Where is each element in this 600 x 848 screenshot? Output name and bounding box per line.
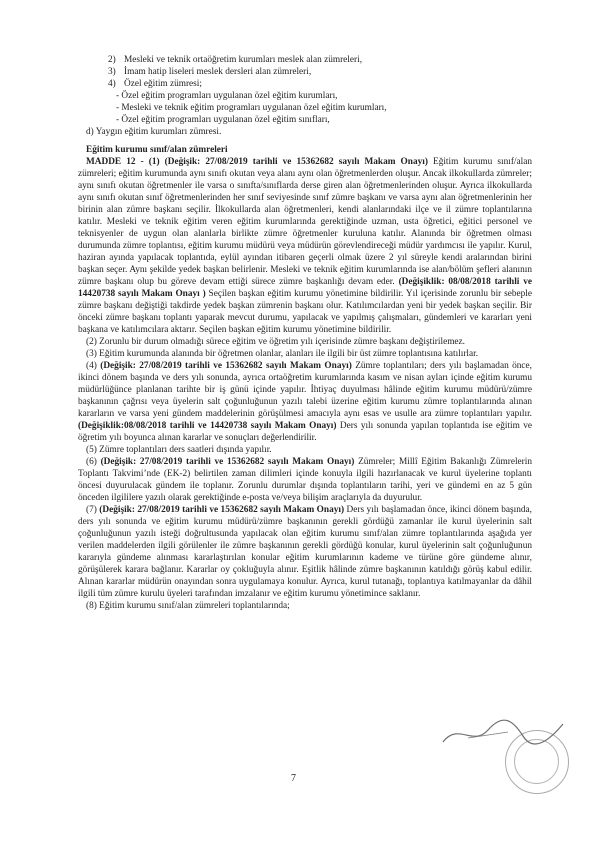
paragraph: (5) Zümre toplantıları ders saatleri dışında yapılır. <box>86 445 272 455</box>
list-item: 2) Mesleki ve teknik ortaöğretim kurumları meslek alan zümreleri, <box>108 55 363 65</box>
paragraph: (7) (Değişik: 27/08/2019 tarihli ve 15362682 sayılı Makam Onayı) Ders yılı başlamadan önce, ikinci dönem başında, ders yılı sonunda ve eğitim kurumu müdürü/zümre başkanının gerekli gördüğü zamanlar ile kurul üyelerinin salt çoğunluğunun yazılı isteği doğrultusunda yapılacak olan eğitim kurumu sınıf/alan zümre toplantılarında aşağıda yer verilen maddelerden ilgili görülenler ile zümre başkanının gerekli gördüğü konular, kurul üyelerinin salt çoğunluğunun kararıyla gündeme alınması kararlaştırılan konular eğitim kurumlarının kademe ve türüne göre gündeme alınır, görüşülerek karara bağlanır. Kararlar oy çokluğuyla alınır. Eşitlik hâlinde zümre başkanının katıldığı görüş kabul edilir. Alınan kararlar müdürün onayından sonra uygulamaya konulur. Ayrıca, kurul tutanağı, toplantıya katılmayanlar da dâhil ilgili tüm zümre kurulu üyeleri tarafından imzalanır ve eğitim kurumu yönetimince saklanır. <box>78 505 532 599</box>
sub-list-item: - Mesleki ve teknik eğitim programları uygulanan özel eğitim kurumları, <box>116 103 387 113</box>
paragraph: (3) Eğitim kurumunda alanında bir öğretmen olanlar, alanları ile ilgili bir üst zümre toplantısına katılırlar. <box>86 349 479 359</box>
sub-list-item: - Özel eğitim programları uygulanan özel eğitim kurumları, <box>116 91 338 101</box>
list-item: 3) İmam hatip liseleri meslek dersleri alan zümreleri, <box>108 67 312 77</box>
paragraph: (2) Zorunlu bir durum olmadığı sürece eğitim ve öğretim yılı içerisinde zümre başkanı değiştirilemez. <box>86 337 465 347</box>
paragraph: (6) (Değişik: 27/08/2019 tarihli ve 15362682 sayılı Makam Onayı) Zümreler; Millî Eğitim Bakanlığı Zümrelerin Toplantı Takvimi’nde (EK-2) belirtilen zaman dilimleri içinde konuyla ilgili hazırlanacak ve kurul üyelerine toplantı öncesi duyurulacak gündem ile toplanır. Zorunlu durumlar dışında toplantıların tarihi, yeri ve gündemi en az 5 gün önceden ilgililere yazılı olarak gerektiğinde e-posta ve/veya bilişim araçlarıyla da duyurulur. <box>78 457 532 503</box>
section-heading: Eğitim kurumu sınıf/alan zümreleri <box>86 145 228 155</box>
page-number: 7 <box>291 773 296 784</box>
sub-list-item: - Özel eğitim programları uygulanan özel eğitim sınıfları, <box>116 115 330 125</box>
document-body <box>78 54 532 612</box>
paragraph: (4) (Değişik: 27/08/2019 tarihli ve 15362682 sayılı Makam Onayı) Zümre toplantıları; ders yılı başlamadan önce, ikinci dönem başında ve ders yılı sonunda, ayrıca ortaöğretim kurumlarında kasım ve nisan ayları içinde eğitim kurumu müdürlüğünce planlanan tarihte bir iş günü içinde yapılır. İhtiyaç duyulması hâlinde eğitim kurumu müdürü/zümre başkanının çağrısı veya üyelerin salt çoğunluğunun yazılı talebi üzerine eğitim kurumu zümre toplantılarında alınan kararların ve varsa yeni gündem maddelerinin görüşülmesi amacıyla aynı esas ve usulle ara zümre toplantıları yapılır. (Değişiklik:08/08/2018 tarihli ve 14420738 sayılı Makam Onayı) Ders yılı sonunda yapılan toplantıda ise eğitim ve öğretim yılı boyunca alınan kararlar ve sonuçları değerlendirilir. <box>78 361 532 443</box>
paragraph: (8) Eğitim kurumu sınıf/alan zümreleri toplantılarında; <box>86 601 290 611</box>
official-seal-stamp <box>505 730 569 794</box>
article-paragraph: MADDE 12 - (1) (Değişik: 27/08/2019 tarihli ve 15362682 sayılı Makam Onayı) Eğitim kurumu sınıf/alan zümreleri; eğitim kurumunda aynı sınıfı okutan veya alanı aynı olan öğretmenlerden oluşur. Ancak ilkokullarda zümreler; aynı sınıfı okutan öğretmenler ile varsa o sınıfta/sınıflarda derse giren alan öğretmenlerinden oluşur. Ayrıca ilkokullarda aynı sınıfı okutan sınıf öğretmenlerinden her sınıf seviyesinde sınıf zümre başkanı ve varsa aynı alan öğretmenlerinin her birinin alan zümre başkanı seçilir. İlkokullarda alan öğretmenleri, kendi alanlarındaki ilçe ve il zümre toplantılarına katılır. Mesleki ve teknik eğitim veren eğitim kurumlarında gerektiğinde uzman, usta öğretici, eğitici personel ve teknisyenler de uygun olan alanlarla birlikte zümre öğretmenler kuruluna katılır. Alanında bir öğretmen olması durumunda zümre toplantısı, eğitim kurumu müdürü veya müdürün görevlendireceği müdür yardımcısı ile yapılır. Kurul, haziran ayında yapılacak toplantıda, eylül ayından itibaren geçerli olmak üzere 2 yıl süreyle kendi aralarından birini başkan seçer. Aynı şekilde yedek başkan belirlenir. Mesleki ve teknik eğitim kurumlarında ise alan/bölüm şefleri alanının zümre başkanı olup bu göreve devam ettiği sürece zümre başkanlığı devam eder. (Değişiklik: 08/08/2018 tarihli ve 14420738 sayılı Makam Onayı ) Seçilen başkan eğitim kurumu yönetimine bildirilir. Yıl içerisinde zorunlu bir sebeple zümre başkanı değiştiği takdirde yedek başkan zümrenin başkanı olur. Katılımcılardan yeni bir yedek başkan seçilir. Bir önceki zümre başkanı toplantı yaparak mevcut durumu, yapılacak ve yapılmış çalışmaları, gündemleri ve kararları yeni başkana ve katılımcılara aktarır. Seçilen başkan eğitim kurumu yönetimine bildirilir. <box>78 157 532 335</box>
list-item: d) Yaygın eğitim kurumları zümresi. <box>86 127 222 137</box>
list-item: 4) Özel eğitim zümresi; <box>108 79 202 89</box>
